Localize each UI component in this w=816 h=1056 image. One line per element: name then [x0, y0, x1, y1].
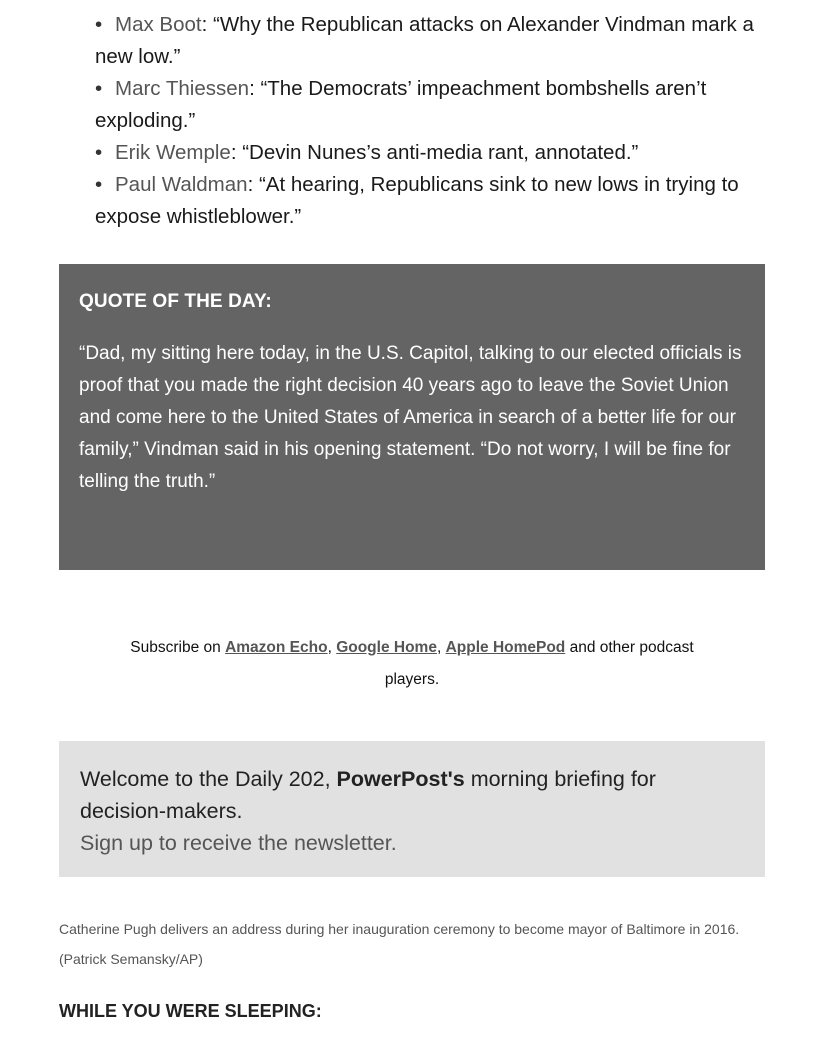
quote-of-the-day-box	[59, 264, 765, 570]
amazon-echo-link[interactable]: Amazon Echo	[225, 639, 328, 656]
author-link-erik-wemple[interactable]: Erik Wemple	[115, 141, 231, 164]
subscribe-suffix: and other podcast players.	[384, 639, 694, 688]
welcome-suffix: morning briefing for decision-makers.	[80, 767, 656, 823]
opinion-list	[95, 9, 775, 233]
author-link-marc-thiessen[interactable]: Marc Thiessen	[115, 77, 250, 100]
opinion-quote: : “At hearing, Republicans sink to new lows in trying to expose whistleblower.”	[95, 173, 739, 228]
opinion-quote: : “The Democrats’ impeachment bombshells aren’t exploding.”	[95, 77, 707, 132]
bullet: •	[95, 13, 103, 36]
list-item	[95, 9, 775, 73]
bullet: •	[95, 173, 103, 196]
opinion-quote: : “Devin Nunes’s anti-media rant, annotated.”	[230, 141, 639, 164]
subscribe-line	[110, 632, 714, 696]
newsletter-welcome-box	[59, 741, 765, 877]
list-item	[95, 73, 775, 137]
brand-name: PowerPost's	[336, 767, 465, 791]
bullet: •	[95, 77, 103, 100]
subscribe-prefix: Subscribe on	[130, 639, 226, 656]
section-heading: WHILE YOU WERE SLEEPING:	[59, 1001, 322, 1021]
apple-homepod-link[interactable]: Apple HomePod	[445, 639, 566, 656]
separator: ,	[436, 639, 446, 656]
list-item	[95, 169, 775, 233]
google-home-link[interactable]: Google Home	[336, 639, 437, 656]
photo-caption: Catherine Pugh delivers an address during her inauguration ceremony to become mayor of Baltimore in 2016. (Patrick Semansky/AP)	[59, 921, 740, 967]
quote-text: “Dad, my sitting here today, in the U.S. Capitol, talking to our elected officials is proof that you made the right decision 40 years ago to leave the Soviet Union and come here to the United States of America in search of a better life for our family,” Vindman said in his opening statement. “Do not worry, I will be fine for telling the truth.”	[79, 343, 742, 492]
bullet: •	[95, 141, 103, 164]
author-link-max-boot[interactable]: Max Boot	[115, 13, 202, 36]
list-item	[95, 137, 775, 169]
quote-heading: QUOTE OF THE DAY:	[79, 291, 272, 312]
separator: ,	[327, 639, 337, 656]
welcome-prefix: Welcome to the Daily 202,	[80, 767, 337, 791]
opinion-quote: : “Why the Republican attacks on Alexander Vindman mark a new low.”	[95, 13, 754, 68]
author-link-paul-waldman[interactable]: Paul Waldman	[115, 173, 248, 196]
newsletter-signup-link[interactable]: Sign up to receive the newsletter.	[80, 831, 397, 855]
